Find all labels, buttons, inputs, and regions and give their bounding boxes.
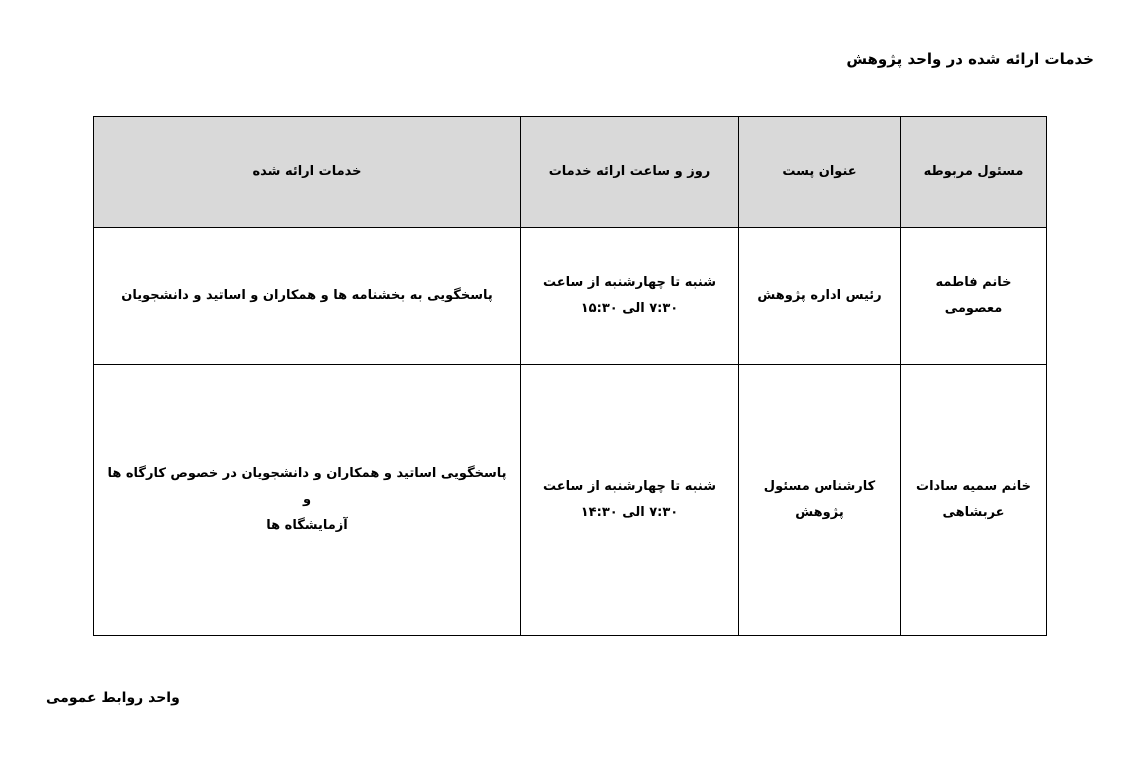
header-person: مسئول مربوطه [901, 117, 1047, 228]
person-name: خانم سمیه سادات [916, 479, 1031, 494]
cell-hours [521, 228, 739, 365]
header-title: عنوان پست [739, 117, 901, 228]
cell-hours [521, 365, 739, 636]
footer-department: واحد روابط عمومی [46, 690, 180, 706]
services-text: پاسخگویی اساتید و همکاران و دانشجویان در خصوص کارگاه ها و [107, 466, 507, 507]
hours-time: ۷:۳۰ الی ۱۴:۳۰ [580, 505, 679, 520]
services-table [93, 116, 1047, 636]
header-services: خدمات ارائه شده [94, 117, 521, 228]
cell-person [901, 228, 1047, 365]
table-header-row [94, 117, 1047, 228]
services-text: پاسخگویی به بخشنامه ها و همکاران و اساتید و دانشجویان [121, 288, 493, 303]
person-name: خانم فاطمه معصومی [935, 275, 1012, 316]
table-row [94, 228, 1047, 365]
cell-services [94, 228, 521, 365]
hours-days: شنبه تا چهارشنبه از ساعت [543, 275, 716, 290]
cell-title: کارشناس مسئول پژوهش [739, 365, 901, 636]
person-name-continued: عربشاهی [942, 505, 1005, 520]
services-text-continued: آزمایشگاه ها [266, 518, 348, 533]
cell-title: رئیس اداره پژوهش [739, 228, 901, 365]
page-title: خدمات ارائه شده در واحد پژوهش [846, 50, 1094, 68]
cell-services [94, 365, 521, 636]
table-row [94, 365, 1047, 636]
cell-person [901, 365, 1047, 636]
hours-days: شنبه تا چهارشنبه از ساعت [543, 479, 716, 494]
hours-time: ۷:۳۰ الی ۱۵:۳۰ [580, 301, 679, 316]
header-hours: روز و ساعت ارائه خدمات [521, 117, 739, 228]
